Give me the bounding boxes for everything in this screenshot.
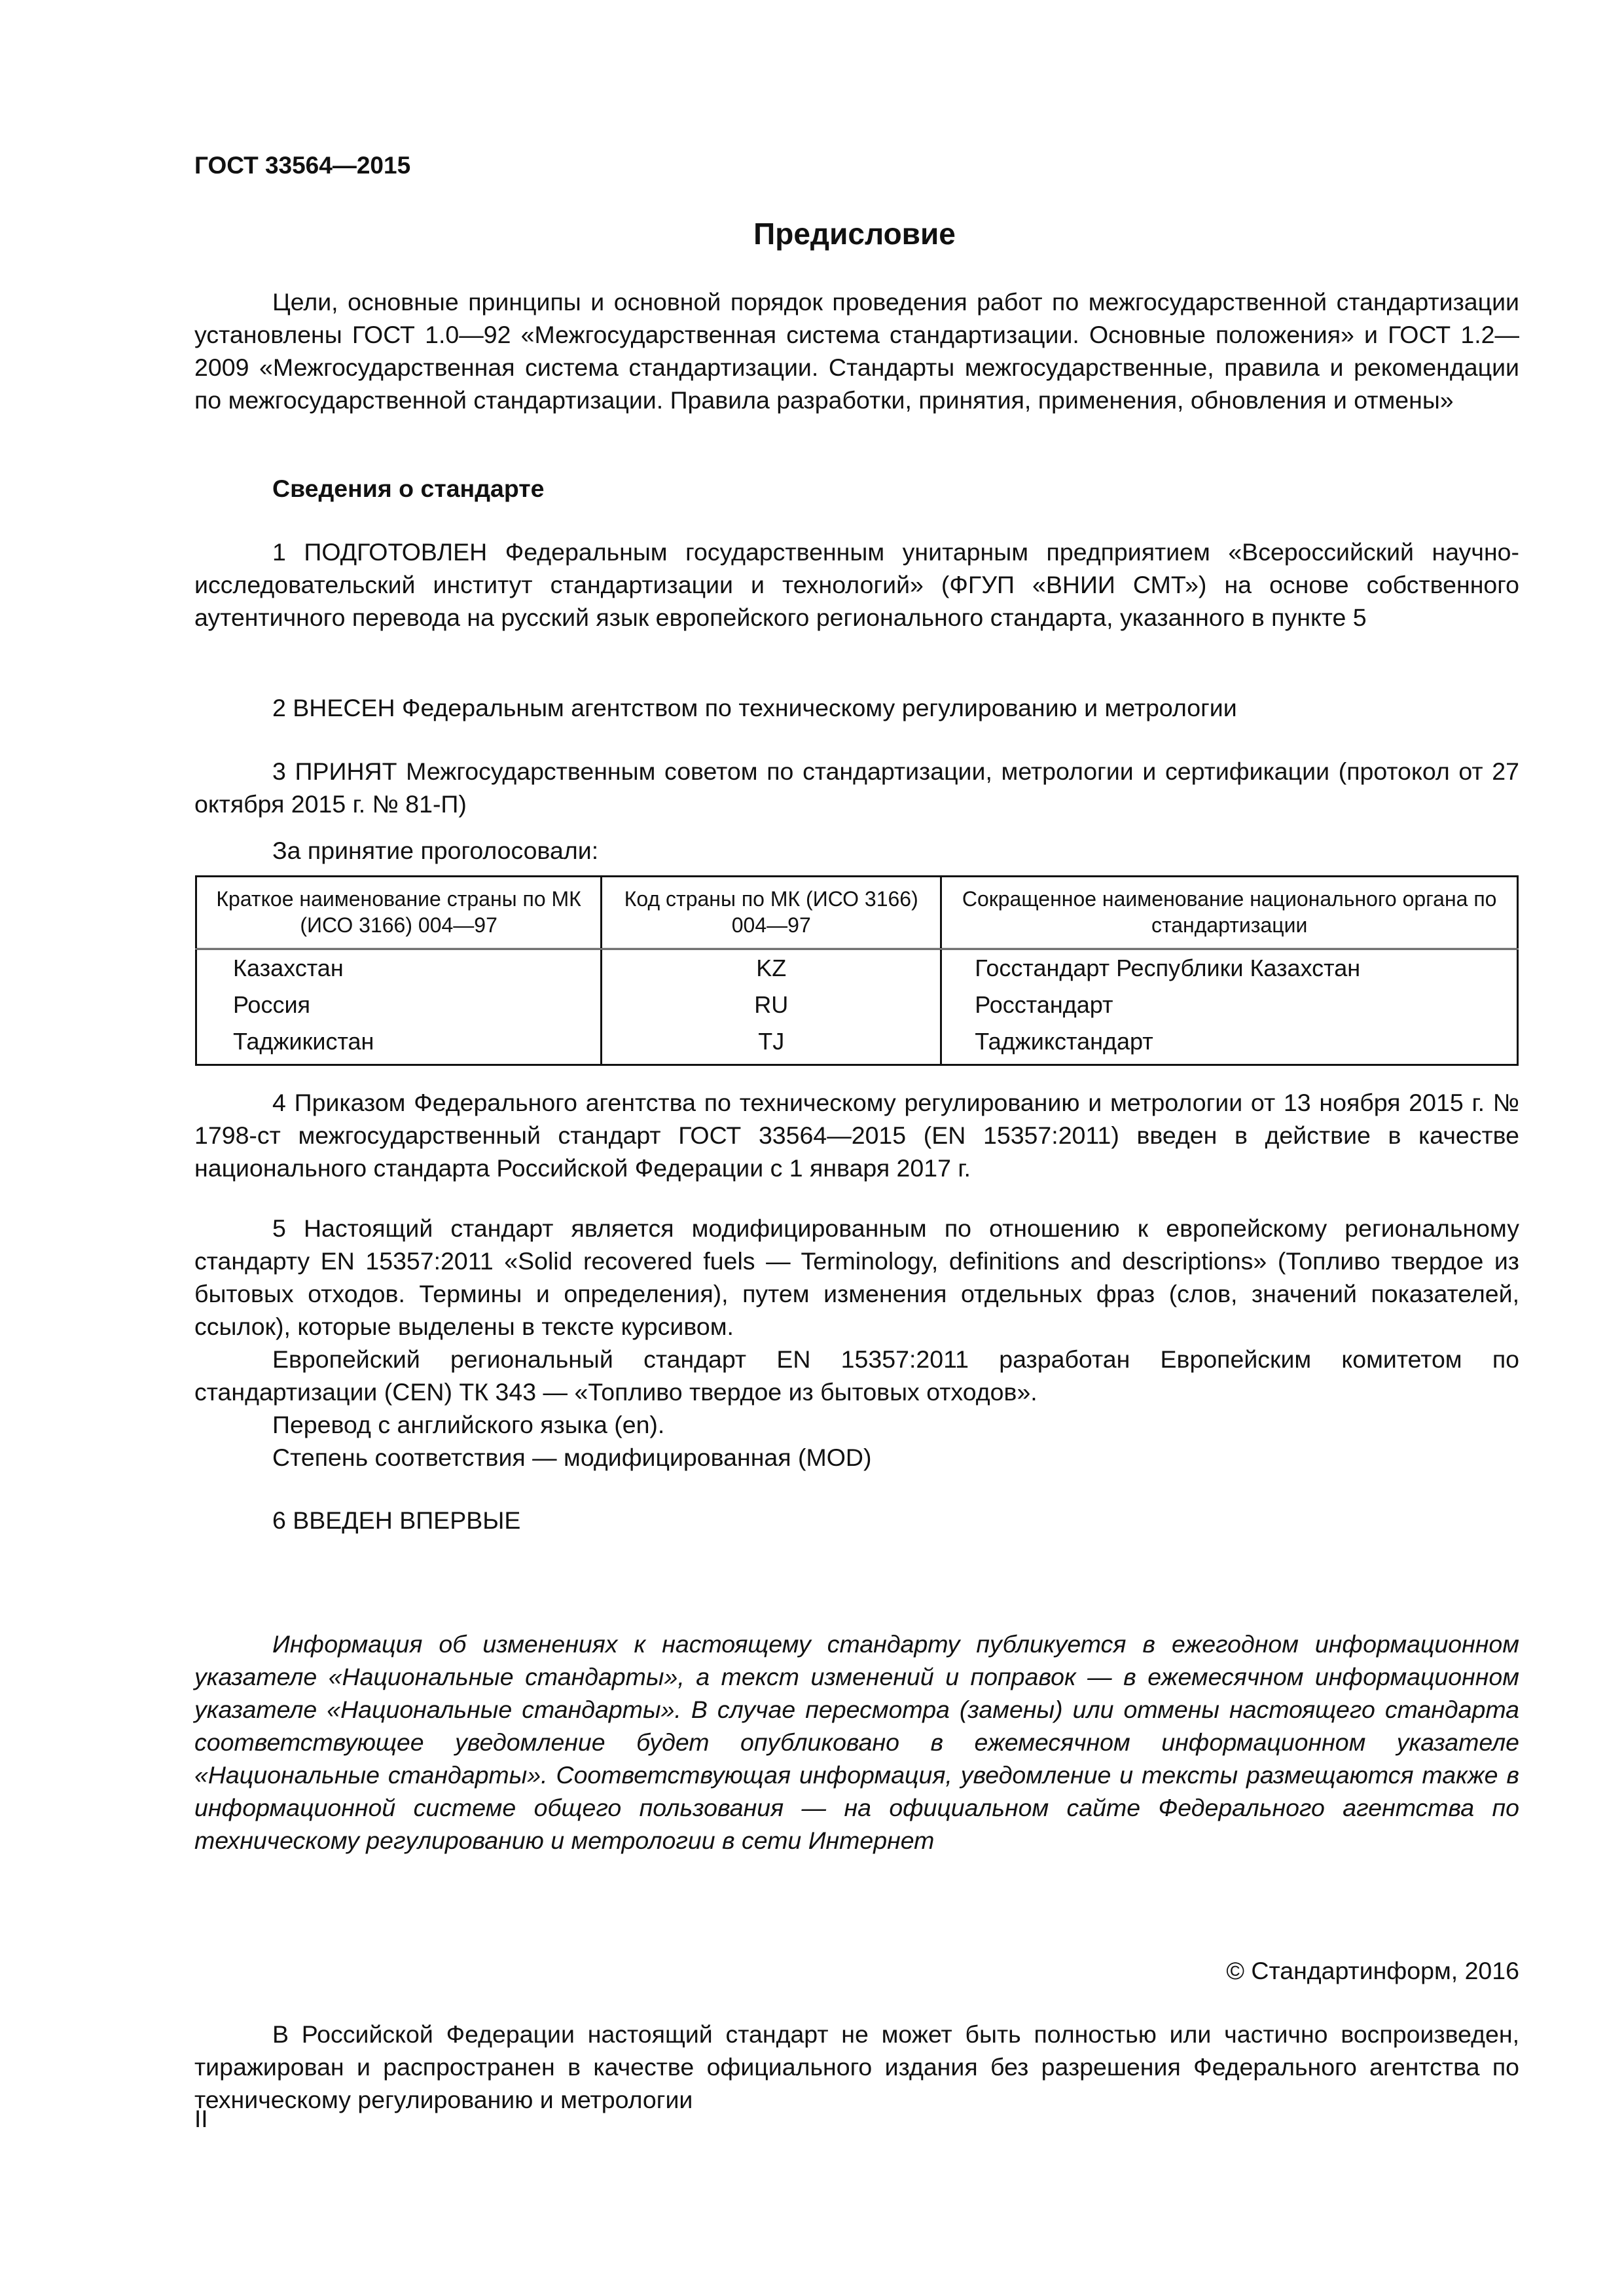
copyright: © Стандартинформ, 2016 xyxy=(1226,1957,1519,1984)
national-body-cell: Росстандарт xyxy=(941,987,1518,1023)
page-number: II xyxy=(194,2105,208,2132)
item-1-paragraph: 1 ПОДГОТОВЛЕН Федеральным государственным унитарным предприятием «Всероссийский научно-исследовательский институт стандартизации и технологий» (ФГУП «ВНИИ СМТ») на основе собственного аутентичного перевода на русский язык европейского регионального стандарта, указанного в пункте 5 xyxy=(194,538,1519,631)
item-6-paragraph: 6 ВВЕДЕН ВПЕРВЫЕ xyxy=(272,1506,521,1534)
country-code-cell: TJ xyxy=(602,1023,941,1065)
section-heading: Сведения о стандарте xyxy=(272,475,545,502)
item-5-translation: Перевод с английского языка (en). xyxy=(272,1411,665,1438)
rights-notice: В Российской Федерации настоящий стандарт не может быть полностью или частично воспроизведен, тиражирован и распространен в качестве официального издания без разрешения Федерального агентства по техническому регулированию и метрологии xyxy=(194,2020,1519,2113)
item-2-paragraph: 2 ВНЕСЕН Федеральным агентством по техническому регулированию и метрологии xyxy=(272,694,1237,721)
intro-paragraph: Цели, основные принципы и основной порядок проведения работ по межгосударственной стандартизации установлены ГОСТ 1.0—92 «Межгосударственная система стандартизации. Основные положения» и ГОСТ 1.2—2009 «Межгосударственная система стандартизации. Стандарты межгосударственные, правила и рекомендации по межгосударственной стандартизации. Правила разработки, принятия, применения, обновления и отмены» xyxy=(194,288,1519,414)
national-body-cell: Госстандарт Республики Казахстан xyxy=(941,950,1518,987)
table-row xyxy=(196,1023,1518,1065)
country-name-cell: Казахстан xyxy=(196,950,602,987)
page-title: Предисловие xyxy=(753,217,956,251)
item-4-paragraph: 4 Приказом Федерального агентства по техническому регулированию и метрологии от 13 ноября 2015 г. № 1798-ст межгосударственный стандарт ГОСТ 33564—2015 (EN 15357:2011) введен в действие в качестве национального стандарта Российской Федерации с 1 января 2017 г. xyxy=(194,1089,1519,1182)
votes-table xyxy=(195,875,1519,1066)
item-5-european-standard: Европейский региональный стандарт EN 15357:2011 разработан Европейским комитетом по стандартизации (CEN) ТК 343 — «Топливо твердое из бытовых отходов». xyxy=(194,1345,1519,1406)
country-name-cell: Таджикистан xyxy=(196,1023,602,1065)
header-country-name: Краткое наименование страны по МК (ИСО 3166) 004—97 xyxy=(196,877,602,949)
changes-notice: Информация об изменениях к настоящему стандарту публикуется в ежегодном информационном указателе «Национальные стандарты», а текст изменений и поправок — в ежемесячном информационном указателе «Национальные стандарты». В случае пересмотра (замены) или отмены настоящего стандарта соответствующее уведомление будет опубликовано в ежемесячном информационном указателе «Национальные стандарты». Соответствующая информация, уведомление и тексты размещаются также в информационной системе общего пользования — на официальном сайте Федерального агентства по техническому регулированию и метрологии в сети Интернет xyxy=(194,1630,1519,1854)
national-body-cell: Таджикстандарт xyxy=(941,1023,1518,1065)
header-country-code: Код страны по МК (ИСО 3166) 004—97 xyxy=(602,877,941,949)
item-5-paragraph: 5 Настоящий стандарт является модифицированным по отношению к европейскому региональному стандарту EN 15357:2011 «Solid recovered fuels — Terminology, definitions and descriptions» (Топливо твердое из бытовых отходов. Термины и определения), путем изменения отдельных фраз (слов, значений показателей, ссылок), которые выделены в тексте курсивом. xyxy=(194,1214,1519,1340)
item-3-paragraph: 3 ПРИНЯТ Межгосударственным советом по стандартизации, метрологии и сертификации (протокол от 27 октября 2015 г. № 81-П) xyxy=(194,757,1519,818)
country-code-cell: RU xyxy=(602,987,941,1023)
country-code-cell: KZ xyxy=(602,950,941,987)
country-name-cell: Россия xyxy=(196,987,602,1023)
item-5-conformity: Степень соответствия — модифицированная (MOD) xyxy=(272,1444,872,1471)
table-row xyxy=(196,950,1518,987)
document-code: ГОСТ 33564—2015 xyxy=(194,152,411,179)
table-row xyxy=(196,987,1518,1023)
votes-caption: За принятие проголосовали: xyxy=(272,837,599,864)
header-national-body: Сокращенное наименование национального органа по стандартизации xyxy=(941,877,1518,949)
votes-table-header-row xyxy=(196,877,1518,949)
